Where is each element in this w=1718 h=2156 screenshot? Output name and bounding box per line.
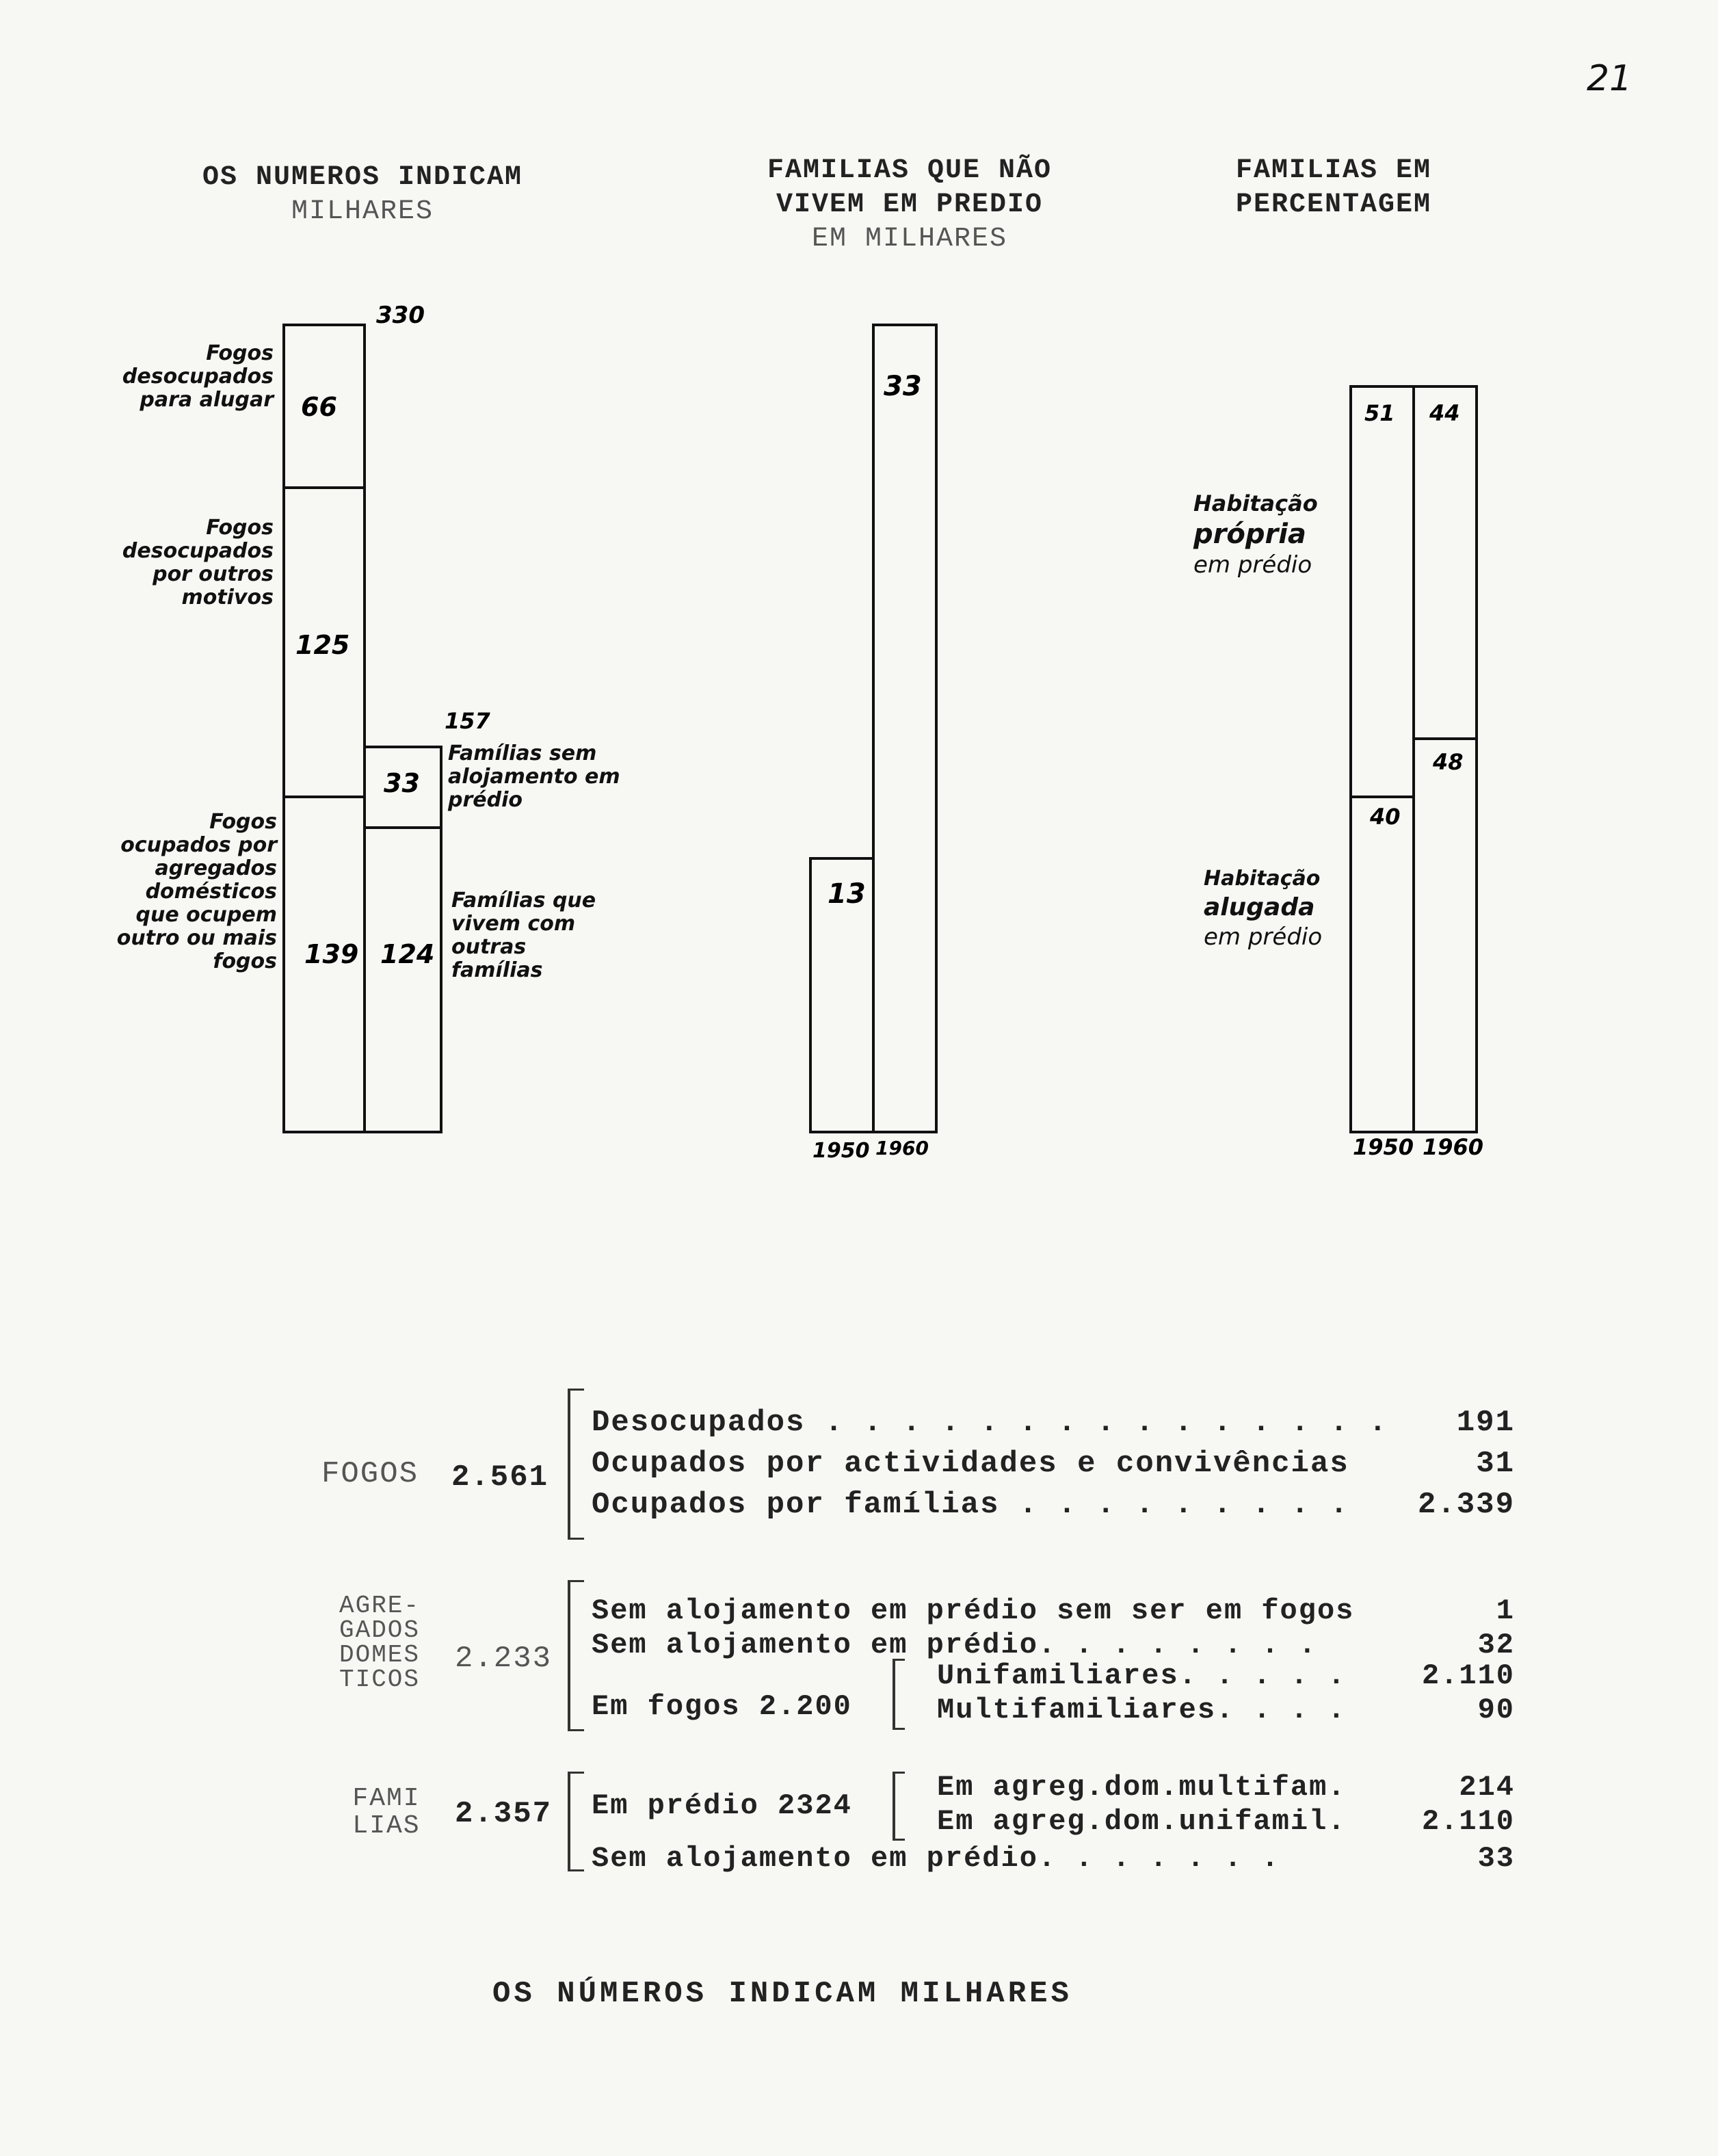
chart3-title	[1176, 154, 1491, 222]
agregados-row	[592, 1594, 1515, 1628]
chart2-title-line2: VIVEM EM PREDIO	[776, 189, 1044, 220]
agregados-row-label: Sem alojamento em prédio. . . . . . . .	[592, 1629, 1317, 1661]
chart3-annotation-propria	[1193, 489, 1351, 579]
familias-brace	[568, 1772, 584, 1871]
chart1-annotation-desocupados-alugar: Fogos desocupados para alugar	[122, 341, 274, 412]
familias-rows	[592, 1841, 1515, 1876]
chart3-year-1960: 1960	[1423, 1134, 1484, 1160]
chart3-propria-1950: 51	[1364, 400, 1395, 426]
chart1-title-line1: OS NUMEROS INDICAM	[202, 162, 523, 193]
familias-label-line1: FAMI	[352, 1784, 421, 1813]
fogos-row-label: Ocupados por famílias . . . . . . . . .	[592, 1488, 1349, 1522]
familias-row-label: Sem alojamento em prédio. . . . . . .	[592, 1842, 1280, 1875]
agregados-sub-rows	[937, 1659, 1515, 1727]
chart1-annotation-ocupados: Fogos ocupados por agregados domésticos que ocupem outro ou mais fogos	[116, 810, 277, 973]
chart3-propria-1960: 44	[1429, 400, 1460, 426]
agregados-label-line4: TICOS	[339, 1666, 421, 1694]
chart1-seg-b-bot-label: 124	[380, 939, 435, 969]
agregados-sub-row-label: Unifamiliares. . . . .	[937, 1659, 1347, 1692]
agregados-sub-row	[937, 1693, 1515, 1727]
familias-sub-row	[937, 1770, 1515, 1804]
familias-em-predio: Em prédio 2324	[592, 1789, 852, 1822]
familias-total: 2.357	[455, 1797, 553, 1831]
chart3-title-line2: PERCENTAGEM	[1235, 189, 1432, 220]
familias-sub-row	[937, 1804, 1515, 1839]
footer-note: OS NÚMEROS INDICAM MILHARES	[492, 1977, 1072, 2011]
agregados-rows	[592, 1594, 1515, 1662]
agregados-total: 2.233	[455, 1642, 553, 1676]
familias-sub-row-label: Em agreg.dom.unifamil.	[937, 1805, 1347, 1838]
agregados-label	[328, 1594, 431, 1692]
chart3-annotation-propria-3: em prédio	[1193, 551, 1312, 579]
chart1-seg-a-bot-label: 139	[304, 939, 359, 969]
chart3-annotation-propria-2: própria	[1193, 518, 1306, 550]
chart3-annotation-alugada	[1204, 865, 1354, 951]
chart3-year-1950: 1950	[1353, 1134, 1414, 1160]
agregados-sub-row-value: 90	[1477, 1694, 1515, 1726]
fogos-row-label: Desocupados . . . . . . . . . . . . . . .	[592, 1406, 1388, 1440]
agregados-label-line3: DOMES	[339, 1641, 421, 1669]
fogos-row	[592, 1443, 1515, 1484]
chart2-val-1960: 33	[884, 371, 922, 402]
chart1-title-line2: MILHARES	[291, 196, 434, 227]
agregados-sub-row-label: Multifamiliares. . . .	[937, 1694, 1347, 1726]
chart1-annotation-desocupados-outros: Fogos desocupados por outros motivos	[122, 516, 274, 609]
agregados-row-value: 1	[1496, 1594, 1515, 1627]
chart1-annotation-sem-alojamento: Famílias sem alojamento em prédio	[448, 741, 620, 812]
fogos-row-value: 31	[1476, 1447, 1515, 1481]
chart1-seg-a-top-label: 66	[301, 392, 337, 422]
fogos-row	[592, 1484, 1515, 1525]
chart1-total-b: 157	[445, 708, 490, 734]
familias-sub-rows	[937, 1770, 1515, 1839]
chart2-year-1950: 1950	[812, 1139, 870, 1163]
chart3-title-line1: FAMILIAS EM	[1235, 155, 1432, 186]
agregados-row-value: 32	[1477, 1629, 1515, 1661]
agregados-sub-row-value: 2.110	[1421, 1659, 1515, 1692]
chart3-alugada-1950: 40	[1370, 804, 1401, 830]
chart3-bar-1950-alugada	[1351, 797, 1414, 1132]
chart2-title	[718, 154, 1101, 257]
chart1-total-a: 330	[376, 302, 425, 329]
chart3-annotation-alugada-2: alugada	[1204, 893, 1315, 921]
chart3-bar-1960-propria	[1414, 386, 1477, 739]
agregados-sub-row	[937, 1659, 1515, 1693]
chart1-seg-b-top-label: 33	[384, 768, 420, 798]
chart2-title-line1: FAMILIAS QUE NÃO	[767, 155, 1053, 186]
chart3-bar-1950-propria	[1351, 386, 1414, 797]
chart3-annotation-alugada-1: Habitação	[1204, 867, 1321, 891]
familias-sub-row-label: Em agreg.dom.multifam.	[937, 1771, 1347, 1804]
chart2-title-line3: EM MILHARES	[811, 224, 1008, 254]
familias-label-line2: LIAS	[352, 1811, 421, 1841]
fogos-brace	[568, 1389, 584, 1540]
chart3-alugada-1960: 48	[1433, 749, 1464, 775]
chart3-bar-1960-alugada	[1414, 739, 1477, 1132]
page-number: 21	[1587, 58, 1633, 99]
agregados-label-line1: AGRE-	[339, 1592, 421, 1620]
fogos-row-value: 2.339	[1417, 1488, 1515, 1522]
chart2-year-1960: 1960	[875, 1137, 929, 1159]
agregados-sub-brace	[893, 1659, 905, 1730]
chart3-annotation-alugada-3: em prédio	[1204, 923, 1323, 951]
familias-sub-row-value: 214	[1459, 1771, 1515, 1804]
chart3-annotation-propria-1: Habitação	[1193, 490, 1318, 516]
fogos-rows	[592, 1402, 1515, 1525]
familias-label	[349, 1785, 424, 1840]
familias-sub-brace	[893, 1772, 905, 1841]
agregados-row-label: Sem alojamento em prédio sem ser em fogos	[592, 1594, 1355, 1627]
chart1-bar-b-seg-bottom	[365, 828, 441, 1132]
chart1-annotation-vivem-outras: Famílias que vivem com outras famílias	[451, 889, 596, 982]
fogos-row-value: 191	[1456, 1406, 1515, 1440]
familias-row	[592, 1841, 1515, 1876]
agregados-em-fogos: Em fogos 2.200	[592, 1690, 852, 1723]
fogos-row-label: Ocupados por actividades e convivências	[592, 1447, 1349, 1481]
chart2-val-1950: 13	[828, 878, 866, 910]
familias-row-value: 33	[1477, 1842, 1515, 1875]
fogos-row	[592, 1402, 1515, 1443]
agregados-row	[592, 1628, 1515, 1662]
fogos-label: FOGOS	[321, 1457, 419, 1491]
familias-sub-row-value: 2.110	[1421, 1805, 1515, 1838]
agregados-brace	[568, 1580, 584, 1731]
fogos-total: 2.561	[451, 1460, 549, 1495]
chart2-bar-1960	[873, 325, 936, 1132]
chart1-seg-a-mid-label: 125	[295, 630, 350, 660]
agregados-label-line2: GADOS	[339, 1616, 421, 1644]
